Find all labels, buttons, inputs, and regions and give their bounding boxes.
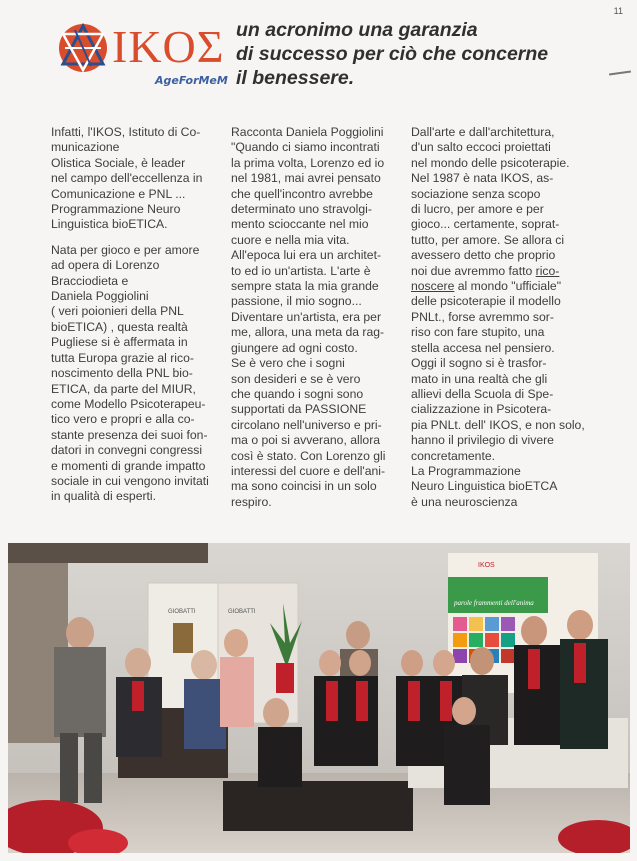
headline-line-3: il benessere. (236, 67, 355, 89)
page-corner-mark: 11 (613, 6, 623, 16)
article-column-1 (51, 125, 219, 515)
column3-text-a: Dall'arte e dall'architettura, d'un salto eccoci proiettati nel mondo delle psicoterapie. Nel 1987 è nata IKOS, as- sociazione senza scopo di lucro, per amore e per gioco... certamente, soprat- tutto, per amore. Se allora ci avessero detto che proprio noi due avremmo fatto (411, 125, 570, 278)
ikos-wordmark: IKOΣ (112, 21, 225, 72)
ikos-subbrand: AgeForMeM (155, 74, 228, 87)
booth-sign-1: GIOBATTI (168, 609, 196, 615)
group-photo-illustration (8, 543, 630, 853)
ikos-emblem-icon (55, 20, 111, 76)
headline-line-2: di successo per ciò che concerne (236, 43, 549, 65)
column1-paragraph-1: Infatti, l'IKOS, Istituto di Co- municazione Olistica Sociale, è leader nel campo dell'eccellenza in Comunicazione e PNL ... Programmazione Neuro Linguistica bioETICA. (51, 125, 203, 232)
article-column-2 (231, 125, 399, 520)
column1-paragraph-2: Nata per gioco e per amore ad opera di Lorenzo Bracciodieta e Daniela Poggiolini ( veri poionieri della PNL bioETICA) , questa realtà Pugliese si è affermata in tutta Europa grazie al rico- noscimento della PNL bio- ETICA, da parte del MIUR, come Modello Psicoterapeu- tico vero e propri e alla co- stante presenza dei suoi fon- datori in convegni congressi e momenti di grande impatto sociale in cui vengono invitati in qualità di esperti. (51, 242, 209, 504)
column3-paragraph-1 (411, 125, 586, 510)
underlined-word-1: rico- (535, 263, 560, 278)
banner-logo: IKOS (478, 562, 495, 569)
banner-title: parole frammenti dell'anima (454, 599, 534, 607)
headline-line-1: un acronimo una garanzia (236, 19, 478, 41)
article-column-3 (411, 125, 586, 520)
column3-text-b: al mondo "ufficiale" delle psicoterapie il modello PNLt., forse avremmo sor- riso con fare stupito, una stella accesa nel pensiero. Oggi il sogno si è trasfor- mato in una realtà che gli allievi della Scuola di Spe- cializzazione in Psicotera- pia PNLt. dell' IKOS, e non solo, hanno il privilegio di vivere concretamente. La Programmazione Neuro Linguistica bioETCA è una neuroscienza (411, 279, 585, 509)
booth-sign-2: GIOBATTI (228, 609, 256, 615)
coffee-table (223, 781, 413, 831)
underlined-word-2: noscere (411, 279, 455, 294)
column2-paragraph-1: Racconta Daniela Poggiolini "Quando ci siamo incontrati la prima volta, Lorenzo ed io nel 1981, mai avrei pensato che quell'incontro avrebbe determinato uno stravolgi- mento scioccante nel mio cuore e nella mia vita. All'epoca lui era un architet- to ed io un'artista. L'arte è sempre stata la mia grande passione, il mio sogno... Diventare un'artista, era per me, allora, una meta da rag- giungere ad ogni costo. Se è vero che i sogni son desideri e se è vero che quando i sogni sono supportati da PASSIONE circolano nell'universo e pri- ma o poi si avverano, allora così è stato. Con Lorenzo gli interessi del cuore e dell'ani- ma sono coincisi in un solo respiro. (231, 125, 386, 509)
group-photo (8, 543, 630, 853)
headline (236, 18, 616, 90)
ikos-logo (55, 14, 230, 94)
